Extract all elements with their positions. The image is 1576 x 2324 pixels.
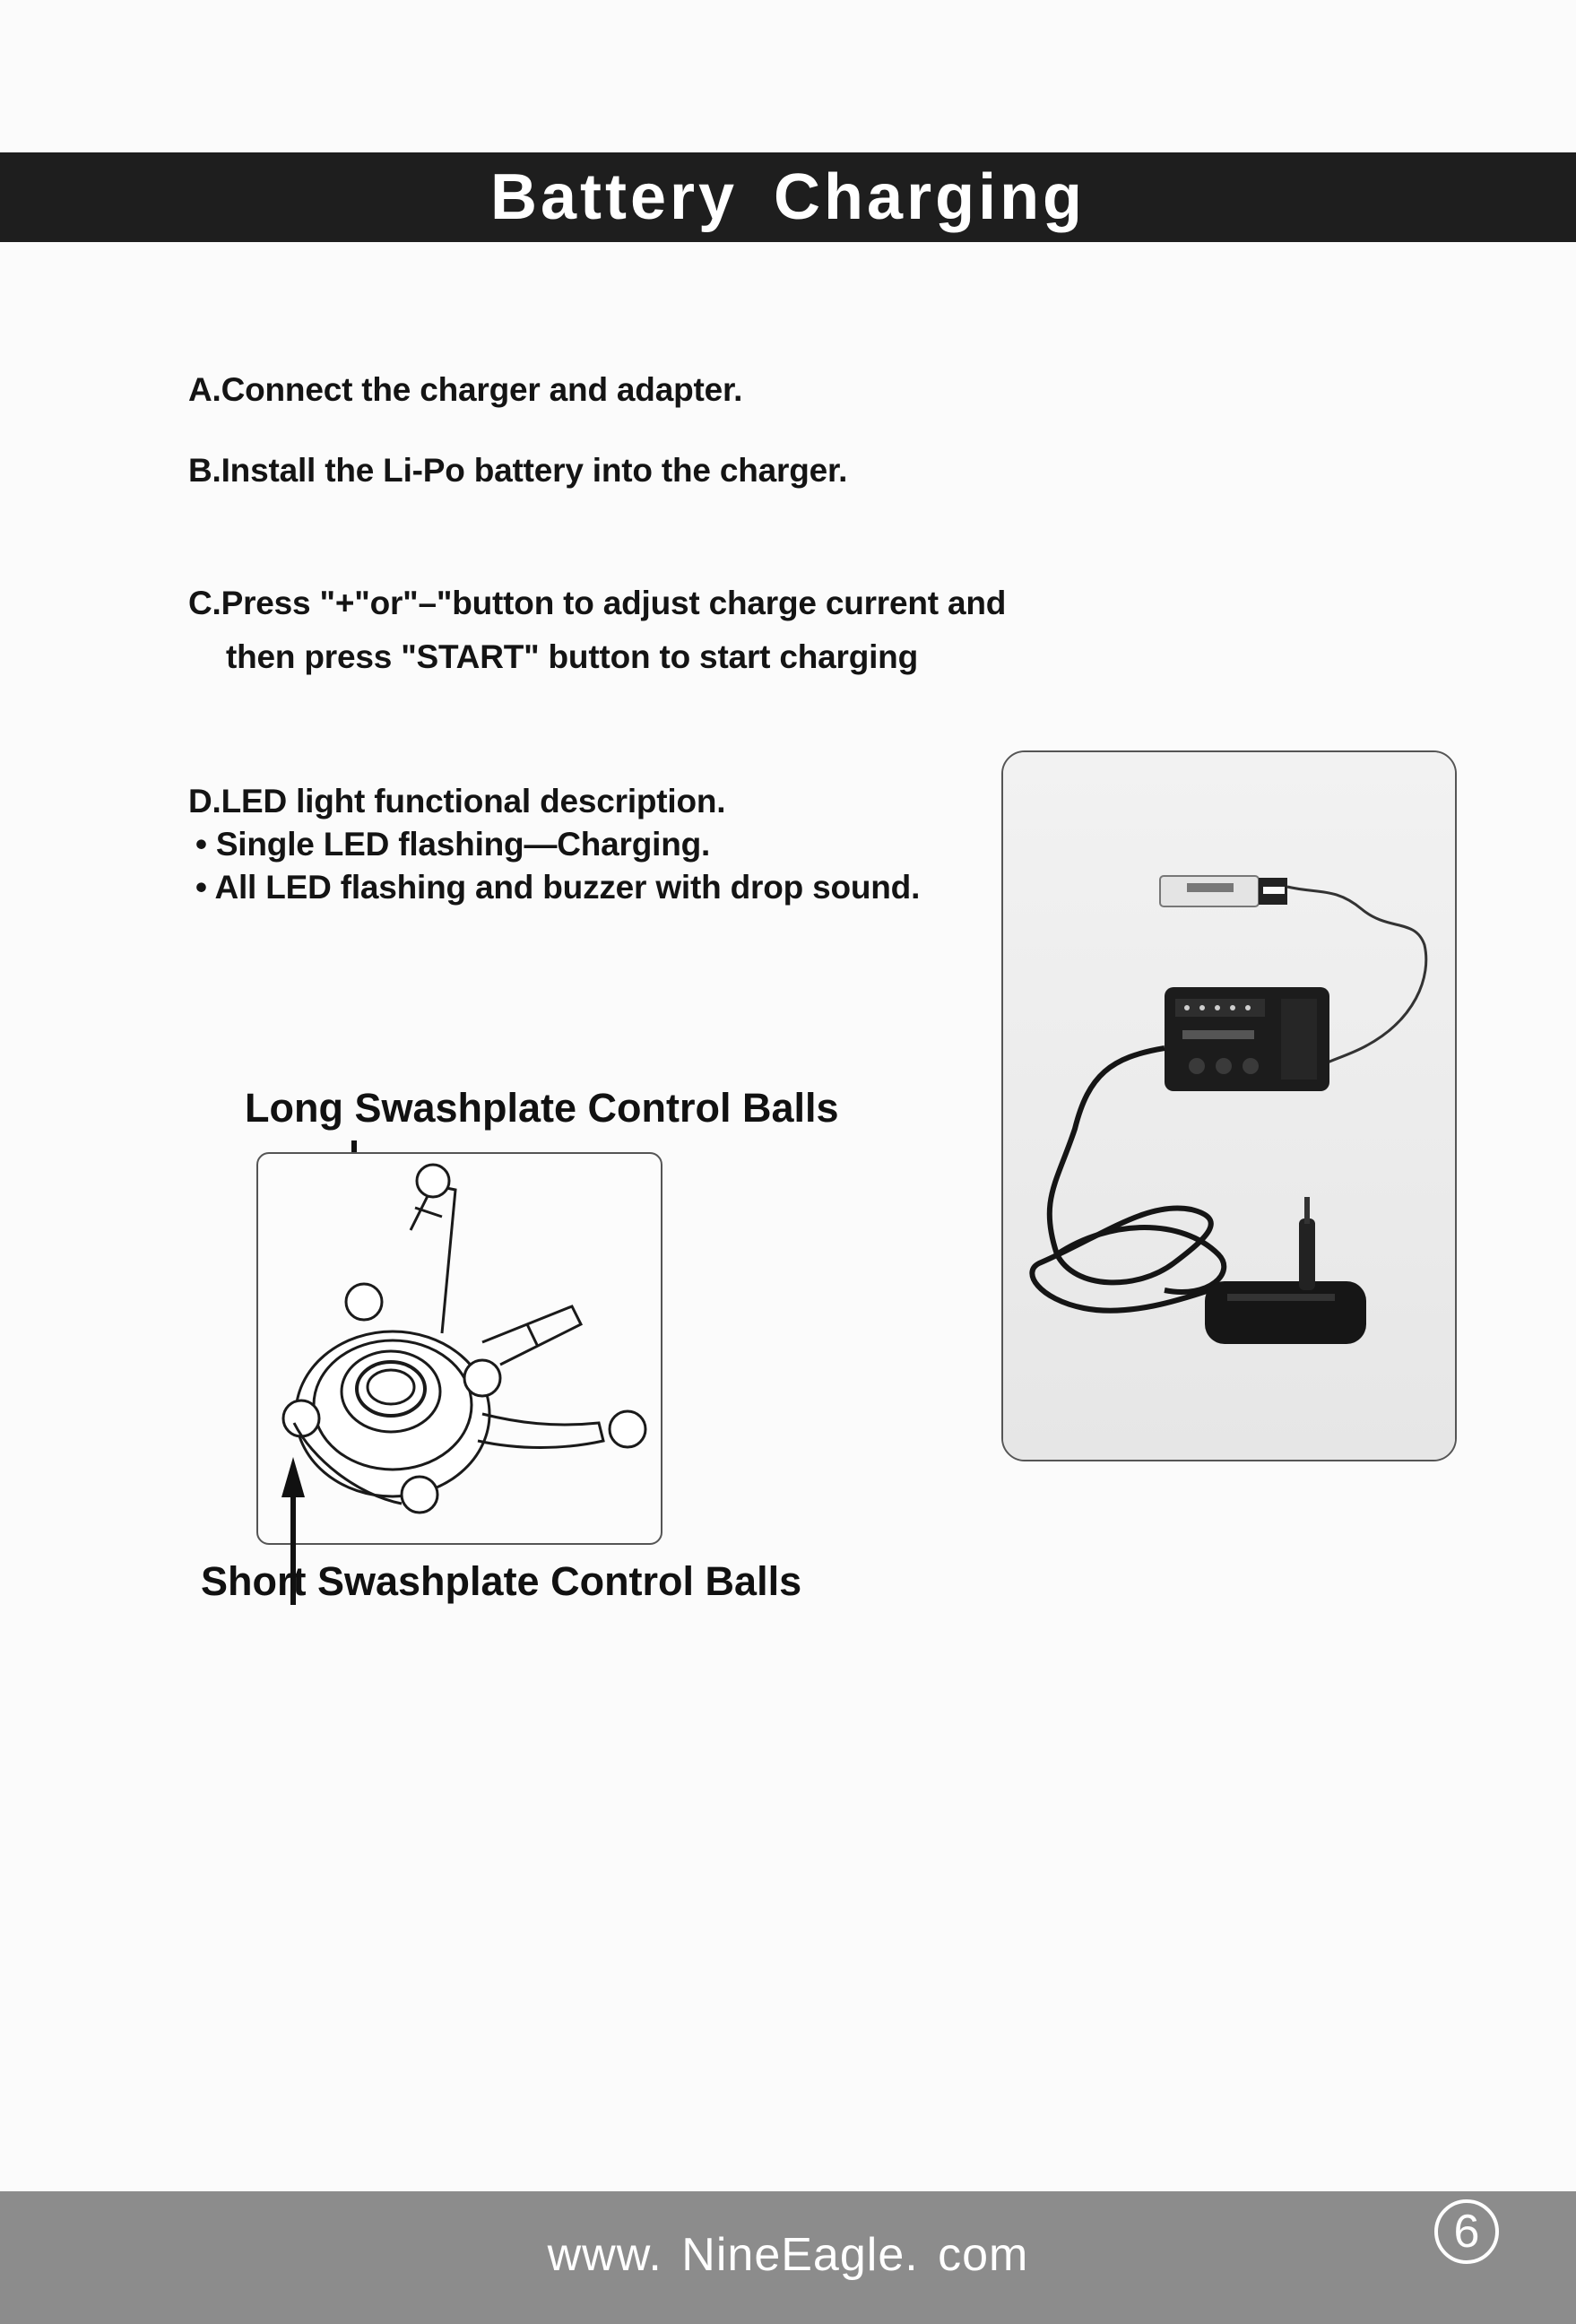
swashplate-illustration [258, 1154, 662, 1545]
charger-photo-illustration [1003, 752, 1457, 1461]
short-balls-caption: Short Swashplate Control Balls [201, 1558, 802, 1604]
footer-bar [0, 2191, 1576, 2324]
step-c-line1: C.Press "+"or"–"button to adjust charge current and [188, 585, 1007, 621]
swashplate-diagram [256, 1152, 662, 1545]
footer-url: www. NineEagle. com [547, 2229, 1029, 2281]
step-c [188, 577, 1006, 684]
step-d-bullet-2: • All LED flashing and buzzer with drop sound. [195, 869, 921, 906]
step-d-bullet-1: • Single LED flashing—Charging. [195, 826, 711, 863]
step-c-line2: then press "START" button to start charging [226, 638, 918, 675]
step-d [188, 780, 920, 909]
step-d-title: D.LED light functional description. [188, 783, 726, 819]
header-bar [0, 152, 1576, 242]
lipo-battery [1160, 876, 1287, 906]
charger-unit [1165, 987, 1329, 1091]
page-number: 6 [1434, 2199, 1499, 2264]
step-b: B.Install the Li-Po battery into the charger. [188, 452, 848, 489]
charger-photo [1001, 750, 1457, 1461]
long-balls-caption: Long Swashplate Control Balls [245, 1085, 839, 1131]
page-title: Battery Charging [489, 161, 1087, 233]
step-a: A.Connect the charger and adapter. [188, 371, 743, 408]
